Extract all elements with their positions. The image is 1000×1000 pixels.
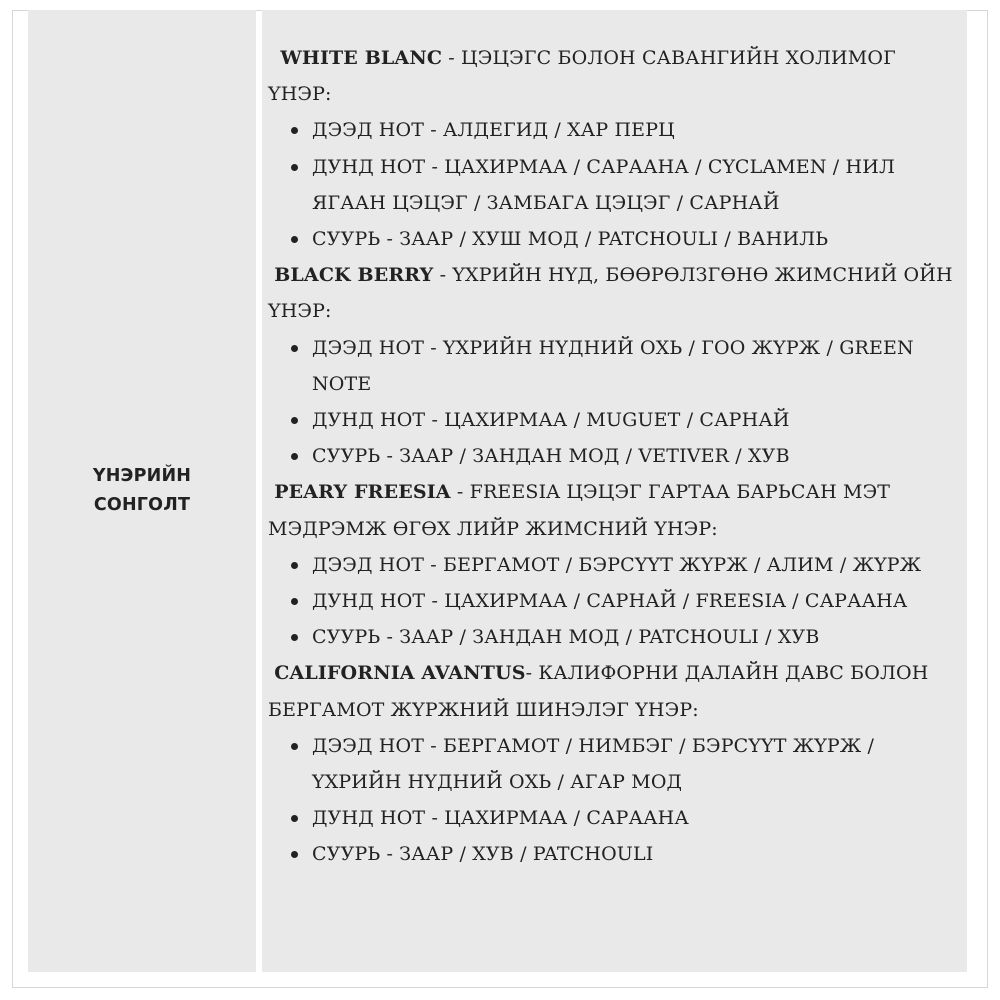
fragrance-list-cell bbox=[262, 10, 967, 972]
fragrance-name: CALIFORNIA AVANTUS bbox=[274, 662, 526, 685]
note-item: ДЭЭД НОТ - АЛДЕГИД / ХАР ПЕРЦ bbox=[312, 112, 957, 148]
note-item: СУУРЬ - ЗААР / ХУВ / PATCHOULI bbox=[312, 836, 957, 872]
notes-list-black-berry bbox=[268, 330, 957, 475]
notes-list-peary-freesia bbox=[268, 547, 957, 656]
note-item: СУУРЬ - ЗААР / ЗАНДАН МОД / VETIVER / ХУВ bbox=[312, 438, 957, 474]
label-line-2: СОНГОЛТ bbox=[93, 495, 191, 515]
note-item: СУУРЬ - ЗААР / ЗАНДАН МОД / PATCHOULI / ХУВ bbox=[312, 619, 957, 655]
notes-list-california-avantus bbox=[268, 728, 957, 873]
fragrance-name: BLACK BERRY bbox=[274, 264, 434, 287]
fragrance-heading-peary-freesia bbox=[268, 474, 957, 546]
note-item: ДЭЭД НОТ - ҮХРИЙН НҮДНИЙ ОХЬ / ГОО ЖҮРЖ / GREEN NOTE bbox=[312, 330, 957, 402]
fragrance-description: - ҮХРИЙН НҮД, БӨӨРӨЛЗГӨНӨ ЖИМСНИЙ ОЙН ҮНЭР: bbox=[268, 264, 953, 323]
note-item: ДУНД НОТ - ЦАХИРМАА / MUGUET / САРНАЙ bbox=[312, 402, 957, 438]
fragrance-description: - FREESIA ЦЭЦЭГ ГАРТАА БАРЬСАН МЭТ МЭДРЭМЖ ӨГӨХ ЛИЙР ЖИМСНИЙ ҮНЭР: bbox=[268, 481, 891, 540]
label-cell bbox=[28, 10, 256, 972]
note-item: ДУНД НОТ - ЦАХИРМАА / САРААНА / CYCLAMEN / НИЛ ЯГААН ЦЭЦЭГ / ЗАМБАГА ЦЭЦЭГ / САРНАЙ bbox=[312, 149, 957, 221]
fragrance-choice-label bbox=[93, 462, 191, 520]
note-item: ДУНД НОТ - ЦАХИРМАА / САРААНА bbox=[312, 800, 957, 836]
notes-list-white-blanc bbox=[268, 112, 957, 257]
label-line-1: ҮНЭРИЙН bbox=[92, 466, 192, 486]
fragrance-heading-white-blanc bbox=[268, 40, 957, 112]
note-item: ДЭЭД НОТ - БЕРГАМОТ / НИМБЭГ / БЭРСҮҮТ ЖҮРЖ / ҮХРИЙН НҮДНИЙ ОХЬ / АГАР МОД bbox=[312, 728, 957, 800]
note-item: СУУРЬ - ЗААР / ХУШ МОД / PATCHOULI / ВАНИЛЬ bbox=[312, 221, 957, 257]
fragrance-list bbox=[268, 40, 957, 873]
fragrance-name: WHITE BLANC bbox=[280, 47, 443, 69]
fragrance-description: - КАЛИФОРНИ ДАЛАЙН ДАВС БОЛОН БЕРГАМОТ ЖҮРЖНИЙ ШИНЭЛЭГ ҮНЭР: bbox=[268, 662, 929, 721]
fragrance-name: PEARY FREESIA bbox=[274, 481, 451, 504]
fragrance-heading-california-avantus bbox=[268, 655, 957, 727]
note-item: ДЭЭД НОТ - БЕРГАМОТ / БЭРСҮҮТ ЖҮРЖ / АЛИМ / ЖҮРЖ bbox=[312, 547, 957, 583]
fragrance-heading-black-berry bbox=[268, 257, 957, 329]
note-item: ДУНД НОТ - ЦАХИРМАА / САРНАЙ / FREESIA / САРААНА bbox=[312, 583, 957, 619]
fragrance-description: - ЦЭЦЭГС БОЛОН САВАНГИЙН ХОЛИМОГ ҮНЭР: bbox=[268, 47, 896, 106]
